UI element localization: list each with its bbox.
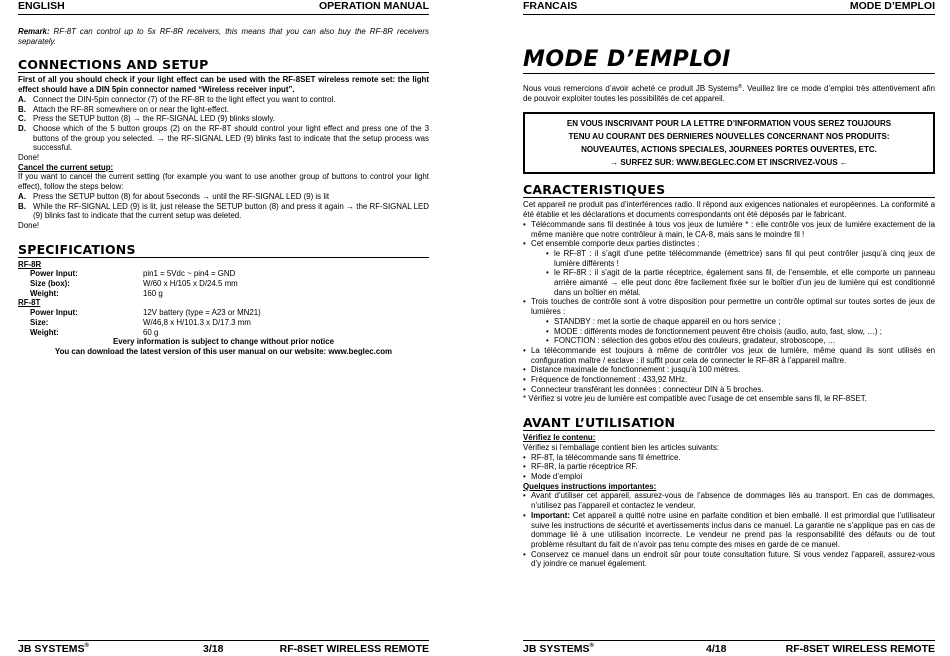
list-item: B. While the RF-SIGNAL LED (9) is lit, just release the SETUP button (8) and press it again → the RF-SIGNAL LED (9) blinks fast to indicate that the current setup was deleted. (18, 201, 429, 221)
rf8r-heading: RF-8R (18, 259, 42, 269)
specifications-heading: SPECIFICATIONS (18, 243, 429, 258)
newsletter-line: EN VOUS INSCRIVANT POUR LA LETTRE D’INFORMATION VOUS SEREZ TOUJOURS (566, 119, 892, 129)
download-notice: You can download the latest version of this user manual on our website: www.beglec.com (54, 346, 393, 356)
list-item: • Avant d’utiliser cet appareil, assurez-vous de l’absence de dommages liés au transport. En cas de dommages, n’utilisez pas l’appareil et contactez le vendeur. (523, 491, 935, 510)
cancel-intro: If you want to cancel the current setting (for example you want to use another group of buttons to control your light effect), follow the steps below: (18, 172, 429, 192)
left-page (18, 0, 429, 654)
list-item: • RF-8R, la partie réceptrice RF. (523, 462, 935, 472)
spec-label: Power Input: (30, 269, 78, 279)
list-item: • le RF-8R : il s’agit de la partie réceptrice, également sans fil, de l’ensemble, et elle comporte un panneau arrière aimanté → elle peut donc être facilement fixée sur le boîtier d’un jeu de lumière qui est conditionné dans un boîtier en métal. (546, 268, 935, 297)
page-number: 4/18 (706, 643, 727, 655)
avant-heading: AVANT L’UTILISATION (523, 416, 935, 431)
list-item: B. Attach the RF-8R somewhere on or near the light-effect. (18, 104, 229, 114)
header-title: MODE D’EMPLOI (849, 0, 935, 12)
page-header (523, 0, 935, 15)
header-language: ENGLISH (18, 0, 65, 12)
cancel-steps (18, 192, 429, 221)
list-item: • Trois touches de contrôle sont à votre disposition pour permettre un contrôle optimal sur toutes sortes de jeux de lumières : • STANDBY : met la sortie de chaque appareil en ou hors service ; • MODE : différents modes de fonctionnement peuvent être choisis (audio, auto, fast, slow, …) ; • FONCTION : sélection des gobos et/ou des couleurs, gradateur, stroboscope, … (523, 297, 935, 346)
rf8r-spec-table (18, 269, 429, 298)
spec-label: Weight: (30, 288, 59, 298)
list-item: • Distance maximale de fonctionnement : jusqu’à 100 mètres. (523, 365, 935, 375)
change-notice: Every information is subject to change without prior notice (113, 337, 334, 347)
header-language: FRANCAIS (523, 0, 578, 12)
page-header (18, 0, 429, 15)
spec-label: Weight: (30, 327, 59, 337)
footer-brand: JB SYSTEMS® (523, 643, 594, 655)
spec-label: Power Input: (30, 308, 78, 318)
connections-intro: First of all you should check if your light effect can be used with the RF-8SET wireless remote set: the light effect should have a DIN 5pin connector named “Wireless receiver input”. (18, 75, 429, 95)
list-item: • Important: Cet appareil a quitté notre usine en parfaite condition et bien emballé. Il est primordial que l’utilisateur suive les instructions de sécurité et avertissements inclus dans ce manuel. La garantie ne s’applique pas en cas de dommage lié à une utilisation incorrecte. Le vendeur ne prend pas la responsabilité des défauts ou de tout problème résultant du fait de n’avoir pas tenu compte des mises en garde de ce manuel. (523, 511, 935, 550)
list-item: • Connecteur transférant les données : connecteur DIN à 5 broches. (523, 385, 935, 395)
footer-brand: JB SYSTEMS® (18, 643, 89, 655)
carac-intro: Cet appareil ne produit pas d’interférences radio. Il répond aux exigences nationales et européennes. La conformité a été établie et les déclarations et documents correspondants ont été déposés par le fabricant. (523, 200, 935, 220)
rf8t-heading: RF-8T (18, 298, 41, 308)
footer-product: RF-8SET WIRELESS REMOTE (785, 643, 935, 655)
newsletter-line: NOUVEAUTES, ACTIONS SPECIALES, JOURNEES PORTES OUVERTES, ETC. (581, 145, 877, 155)
instructions-heading: Quelques instructions importantes: (523, 481, 657, 491)
cancel-heading: Cancel the current setup: (18, 162, 114, 172)
newsletter-box (523, 112, 935, 174)
remark (18, 27, 429, 46)
footer-product: RF-8SET WIRELESS REMOTE (279, 643, 429, 655)
compat-note: * Vérifiez si votre jeu de lumière est compatible avec l’usage de cet ensemble sans fil, le RF-8SET. (523, 394, 867, 404)
instructions-list (523, 491, 935, 569)
verif-heading: Vérifiez le contenu: (523, 433, 596, 443)
right-page (523, 0, 935, 654)
list-item: • Fréquence de fonctionnement : 433,92 MHz. (523, 375, 935, 385)
page-number: 3/18 (203, 643, 224, 655)
features-list (523, 220, 935, 395)
spec-label: Size: (30, 317, 49, 327)
list-item: • Conservez ce manuel dans un endroit sûr pour toute consultation future. Si vous vendez l’appareil, assurez-vous d’y joindre ce manuel également. (523, 550, 935, 569)
header-title: OPERATION MANUAL (318, 0, 429, 12)
list-item: • Télécommande sans fil destinée à tous vos jeux de lumière * : elle contrôle vos jeux de lumière exactement de la même manière que notre contrôleur à main, le CA-8, mais sans le moindre fil ! (523, 220, 935, 239)
list-item: • MODE : différents modes de fonctionnement peuvent être choisis (audio, auto, fast, slow, …) ; (546, 327, 935, 337)
page-footer (18, 640, 429, 655)
page-title: MODE D’EMPLOI (523, 48, 935, 74)
intro-text: Nous vous remercions d’avoir acheté ce produit JB Systems®. Veuillez lire ce mode d’emploi très attentivement afin de pouvoir exploiter toutes les possibilités de cet appareil. (523, 84, 936, 103)
list-item: A. Connect the DIN-5pin connector (7) of the RF-8R to the light effect you want to control. (18, 94, 336, 104)
spec-label: Size (box): (30, 279, 70, 289)
list-item: • STANDBY : met la sortie de chaque appareil en ou hors service ; (546, 317, 935, 327)
spec-value: pin1 = 5Vdc ~ pin4 = GND (143, 269, 236, 279)
rf8t-spec-table (18, 308, 429, 337)
spec-value: 60 g (143, 327, 159, 337)
list-item: • FONCTION : sélection des gobos et/ou des couleurs, gradateur, stroboscope, … (546, 336, 935, 346)
verif-intro: Vérifiez si l’emballage contient bien les articles suivants: (523, 442, 720, 452)
done-text: Done! (18, 220, 40, 230)
right-content (523, 48, 935, 569)
list-item: A. Press the SETUP button (8) for about 5seconds → until the RF-SIGNAL LED (9) is lit (18, 191, 330, 201)
left-content (18, 27, 429, 357)
remark-text: RF-8T can control up to 5x RF-8R receivers, this means that you can also buy the RF-8R receivers separately. (18, 27, 429, 46)
list-item: • Mode d’emploi (523, 472, 935, 482)
spec-value: W/60 x H/105 x D/24.5 mm (143, 279, 238, 289)
list-item: D. Choose which of the 5 button groups (2) on the RF-8T should control your light effect and press one of the 3 buttons of the group you selected. → the RF-SIGNAL LED (9) blinks fast to indicate that the setup process was successful. (18, 123, 429, 153)
caracteristiques-heading: CARACTERISTIQUES (523, 183, 935, 198)
spec-value: 160 g (143, 288, 163, 298)
list-item: C. Press the SETUP button (8) → the RF-SIGNAL LED (9) blinks slowly. (18, 114, 275, 124)
list-item: • Cet ensemble comporte deux parties distinctes : • le RF-8T : il s’agit d’une petite télécommande (émettrice) sans fil qui peut contrôler jusqu’à cinq jeux de lumière différents ! • le RF-8R : il s’agit de la partie réceptrice, également sans fil, de l’ensemble, et elle comporte un panneau arrière aimanté → elle peut donc être facilement fixée sur le boîtier d’un jeu de lumière qui est conditionné dans un boîtier en métal. (523, 239, 935, 297)
newsletter-link-line: → SURFEZ SUR: WWW.BEGLEC.COM ET INSCRIVEZ-VOUS ← (610, 158, 848, 168)
setup-steps (18, 95, 429, 153)
list-item: • RF-8T, la télécommande sans fil émettrice. (523, 453, 935, 463)
spec-value: W/46,8 x H/101.3 x D/17.3 mm (143, 317, 251, 327)
page-footer (523, 640, 935, 655)
list-item: • le RF-8T : il s’agit d’une petite télécommande (émettrice) sans fil qui peut contrôler jusqu’à cinq jeux de lumière différents ! (546, 249, 935, 268)
list-item: • La télécommande est toujours à même de contrôler vos jeux de lumière, même quand ils sont utilisés en configuration maître / esclave : il suffit pour cela de connecter le RF-8R à l’appareil maître. (523, 346, 935, 365)
spec-value: 12V battery (type = A23 or MN21) (143, 308, 261, 318)
sub-list (531, 249, 935, 298)
sub-list (531, 317, 935, 346)
newsletter-line: TENU AU COURANT DES DERNIERES NOUVELLES CONCERNANT NOS PRODUITS: (568, 132, 890, 142)
remark-label: Remark: (18, 27, 50, 36)
connections-heading: CONNECTIONS AND SETUP (18, 58, 429, 73)
contents-list (523, 453, 935, 482)
done-text: Done! (18, 153, 40, 163)
